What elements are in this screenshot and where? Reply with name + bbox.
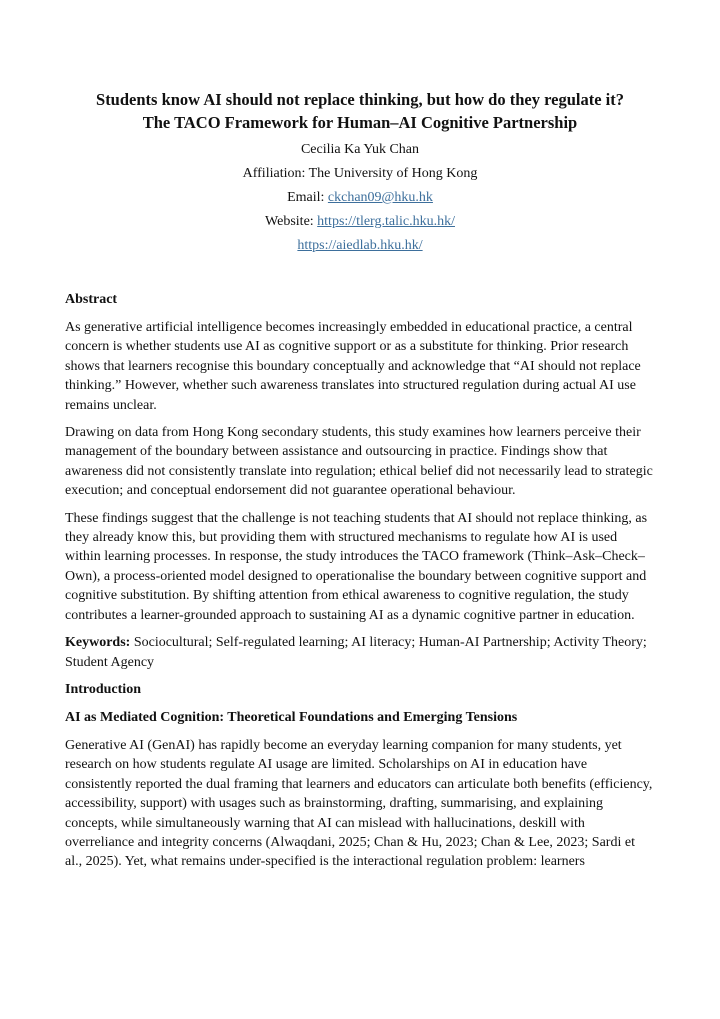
paper-title [65, 88, 655, 134]
title-line-2: The TACO Framework for Human–AI Cognitive Partnership [142, 113, 578, 132]
abstract-paragraph-1: As generative artificial intelligence becomes increasingly embedded in educational practice, a central concern is whether students use AI as cognitive support or as a substitute for thinking. Prior research shows that learners recognise this boundary conceptually and acknowledge that “AI should not replace thinking.” However, whether such awareness translates into structured regulation during actual AI use remains unclear. [65, 320, 641, 413]
website-link-tlerg[interactable]: https://tlerg.talic.hku.hk/ [317, 214, 455, 229]
author-affiliation: Affiliation: The University of Hong Kong [242, 166, 478, 181]
website-link-aiedlab[interactable]: https://aiedlab.hku.hk/ [297, 238, 423, 253]
introduction-subheading: AI as Mediated Cognition: Theoretical Foundations and Emerging Tensions [65, 709, 518, 725]
abstract-heading: Abstract [65, 292, 118, 307]
title-line-1: Students know AI should not replace thinking, but how do they regulate it? [96, 90, 624, 109]
introduction-heading: Introduction [65, 681, 141, 697]
keywords-label: Keywords: [65, 635, 131, 651]
keywords-text: Sociocultural; Self-regulated learning; AI literacy; Human-AI Partnership; Activity Theory; Student Agency [65, 635, 647, 670]
author-name: Cecilia Ka Yuk Chan [300, 142, 420, 157]
introduction-paragraph-1: Generative AI (GenAI) has rapidly become an everyday learning companion for many students, yet research on how students regulate AI usage are limited. Scholarships on AI in education have consistently reported the dual framing that learners and educators can articulate both benefits (efficiency, accessibility, support) with usages such as brainstorming, drafting, summarising, and explaining concepts, while simultaneously warning that AI can mislead with hallucinations, deskill with overreliance and integrity concerns (Alwaqdani, 2025; Chan & Hu, 2023; Chan & Lee, 2023; Sardi et al., 2025). Yet, what remains under-specified is the interactional regulation problem: learners [65, 737, 653, 870]
email-link[interactable]: ckchan09@hku.hk [327, 190, 433, 205]
keywords [65, 633, 655, 672]
email-label: Email: [287, 190, 328, 205]
website-label: Website: [265, 214, 318, 229]
author-website-2 [65, 234, 655, 258]
abstract-paragraph-2: Drawing on data from Hong Kong secondary students, this study examines how learners perceive their management of the boundary between assistance and outsourcing in practice. Findings show that awareness did not consistently translate into regulation; ethical belief did not necessarily lead to strategic execution; and conceptual endorsement did not guarantee operational behaviour. [65, 425, 653, 499]
author-email [65, 186, 655, 210]
abstract-paragraph-3: These findings suggest that the challenge is not teaching students that AI should not replace thinking, as they already know this, but providing them with structured mechanisms to regulate how AI is used within learning processes. In response, the study introduces the TACO framework (Think–Ask–Check–Own), a process-oriented model designed to operationalise the boundary between cognitive support and cognitive substitution. By shifting attention from ethical awareness to cognitive regulation, the study contributes a learner-grounded approach to sustaining AI as a dynamic cognitive partner in education. [65, 510, 648, 623]
author-website [65, 210, 655, 234]
